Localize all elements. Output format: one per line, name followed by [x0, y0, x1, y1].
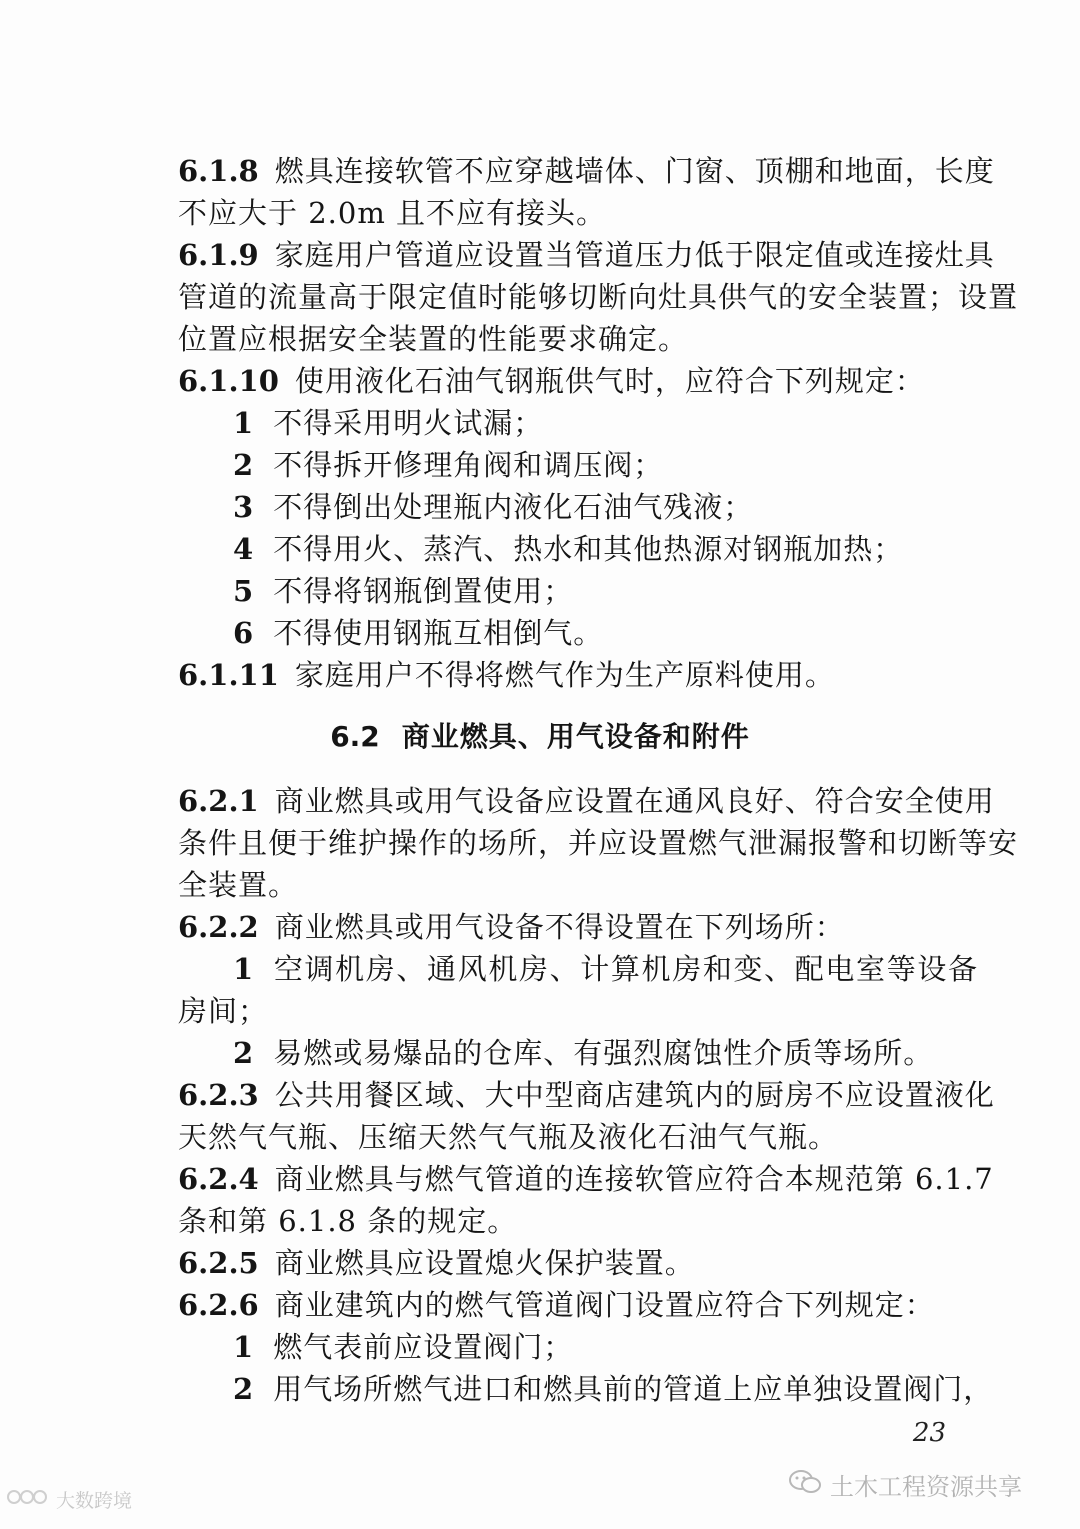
clause-6-1-9-line-2: 管道的流量高于限定值时能够切断向灶具供气的安全装置；设置: [178, 280, 1019, 314]
watermark-left-text: 大数跨境: [56, 1490, 133, 1512]
clause-6-1-9-line-1: [178, 234, 995, 276]
clause-6-2-3-line-2: 天然气气瓶、压缩天然气气瓶及液化石油气气瓶。: [178, 1120, 839, 1154]
clause-number: 6.1.8: [178, 154, 259, 188]
clause-6-1-10: [178, 360, 978, 402]
clause-text: 燃具连接软管不应穿越墙体、门窗、顶棚和地面，长度: [274, 154, 995, 188]
clause-6-1-9-line-3: 位置应根据安全装置的性能要求确定。: [178, 322, 689, 356]
clause-number: 6.1.11: [178, 658, 279, 692]
list-item: 2 易燃或易爆品的仓库、有强烈腐蚀性介质等场所。: [233, 1036, 934, 1070]
clause-number: 6.1.10: [178, 364, 279, 398]
watermark-right: [788, 1467, 1022, 1502]
clause-6-2-4-line-2: 条和第 6.1.8 条的规定。: [178, 1204, 518, 1238]
clause-number: 6.2.3: [178, 1078, 259, 1112]
clause-6-2-1-line-2: 条件且便于维护操作的场所，并应设置燃气泄漏报警和切断等安: [178, 826, 1019, 860]
clause-number: 6.2.5: [178, 1246, 259, 1280]
clause-number: 6.2.6: [178, 1288, 259, 1322]
clause-6-1-8-line-2: 不应大于 2.0m 且不应有接头。: [178, 196, 607, 230]
clause-6-2-2: [178, 906, 978, 948]
clause-6-2-6: [178, 1284, 978, 1326]
section-title: 商业燃具、用气设备和附件: [401, 720, 750, 753]
list-item: 2 不得拆开修理角阀和调压阀；: [233, 448, 664, 482]
list-item: 4 不得用火、蒸汽、热水和其他热源对钢瓶加热；: [233, 532, 904, 566]
clause-6-1-11: [178, 654, 978, 696]
clause-text: 商业燃具或用气设备不得设置在下列场所：: [274, 910, 845, 944]
clause-6-2-1-line-3: 全装置。: [178, 868, 299, 902]
list-item: 1 空调机房、通风机房、计算机房和变、配电室等设备: [233, 952, 978, 986]
clause-text: 商业燃具应设置熄火保护装置。: [274, 1246, 695, 1280]
clause-text: 家庭用户管道应设置当管道压力低于限定值或连接灶具: [274, 238, 995, 272]
clause-number: 6.2.1: [178, 784, 259, 818]
clause-6-2-3-line-1: [178, 1074, 995, 1116]
list-item: 2 用气场所燃气进口和燃具前的管道上应单独设置阀门，: [233, 1372, 994, 1406]
clause-text: 使用液化石油气钢瓶供气时，应符合下列规定：: [294, 364, 925, 398]
clause-number: 6.1.9: [178, 238, 259, 272]
clause-text: 商业燃具与燃气管道的连接软管应符合本规范第 6.1.7: [274, 1162, 994, 1196]
brand-logo-icon: [6, 1486, 50, 1513]
wechat-icon: [788, 1468, 822, 1502]
clause-6-1-8-line-1: [178, 150, 995, 192]
clause-text: 公共用餐区域、大中型商店建筑内的厨房不应设置液化: [274, 1078, 995, 1112]
list-item: 5 不得将钢瓶倒置使用；: [233, 574, 574, 608]
list-item: 1 不得采用明火试漏；: [233, 406, 544, 440]
clause-text: 商业建筑内的燃气管道阀门设置应符合下列规定：: [274, 1288, 935, 1322]
clause-6-2-1-line-1: [178, 780, 995, 822]
section-number: 6.2: [330, 720, 380, 753]
clause-text: 家庭用户不得将燃气作为生产原料使用。: [294, 658, 835, 692]
clause-text: 商业燃具或用气设备应设置在通风良好、符合安全使用: [274, 784, 995, 818]
list-item: 6 不得使用钢瓶互相倒气。: [233, 616, 604, 650]
clause-6-2-4-line-1: [178, 1158, 994, 1200]
clause-number: 6.2.2: [178, 910, 259, 944]
list-item: 1 燃气表前应设置阀门；: [233, 1330, 574, 1364]
page-number: 23: [912, 1418, 946, 1448]
section-heading: [0, 716, 1080, 758]
watermark-left: [6, 1486, 132, 1513]
clause-number: 6.2.4: [178, 1162, 259, 1196]
list-item: 3 不得倒出处理瓶内液化石油气残液；: [233, 490, 754, 524]
watermark-right-text: 土木工程资源共享: [830, 1473, 1022, 1501]
clause-6-2-5: [178, 1242, 978, 1284]
list-item-continuation: 房间；: [178, 994, 269, 1028]
